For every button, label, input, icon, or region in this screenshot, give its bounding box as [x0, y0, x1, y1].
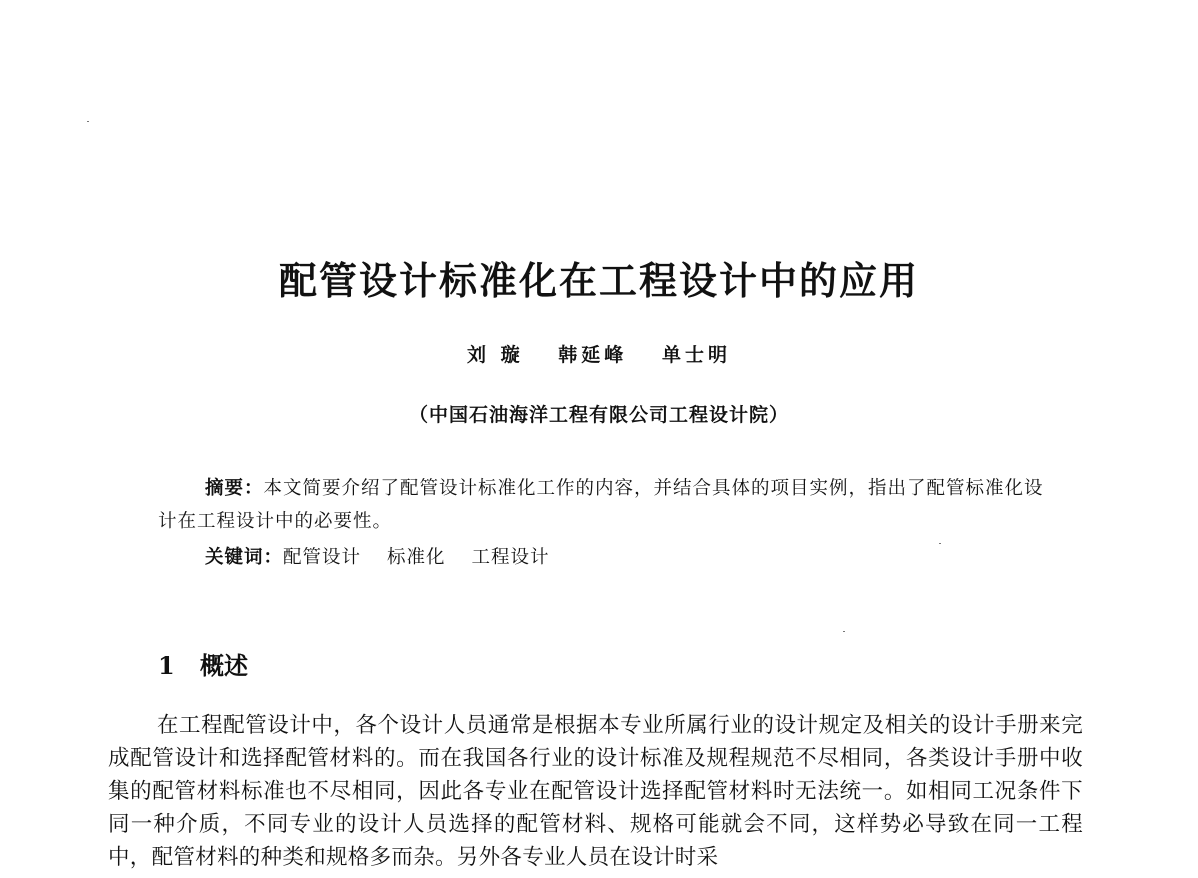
author-name: 韩延峰 — [558, 344, 628, 366]
author-list — [0, 340, 1198, 367]
paper-title: 配管设计标准化在工程设计中的应用 — [278, 259, 919, 303]
abstract-text: 本文简要介绍了配管设计标准化工作的内容，并结合具体的项目实例，指出了配管标准化设计在工程设计中的必要性。 — [158, 478, 1044, 532]
scan-speck — [939, 543, 941, 544]
section-heading — [158, 646, 248, 681]
author-affiliation: （中国石油海洋工程有限公司工程设计院） — [408, 404, 789, 426]
abstract-paragraph — [158, 472, 1063, 538]
keywords-label: 关键词： — [205, 547, 284, 568]
keyword: 标准化 — [387, 547, 446, 568]
section-title: 概述 — [200, 652, 248, 680]
scan-speck — [87, 121, 89, 122]
body-paragraph: 在工程配管设计中，各个设计人员通常是根据本专业所属行业的设计规定及相关的设计手册来完成配管设计和选择配管材料的。而在我国各行业的设计标准及规程规范不尽相同，各类设计手册中收集的配管材料标准也不尽相同，因此各专业在配管设计选择配管材料时无法统一。如相同工况条件下同一种介质，不同专业的设计人员选择的配管材料、规格可能就会不同，这样势必导致在同一工程中，配管材料的种类和规格多而杂。另外各专业人员在设计时采 — [108, 713, 1083, 870]
keywords — [205, 543, 576, 569]
keyword: 配管设计 — [283, 547, 362, 568]
keyword: 工程设计 — [471, 547, 550, 568]
author-name: 单士明 — [661, 344, 731, 366]
abstract-label: 摘要： — [205, 478, 264, 499]
abstract — [158, 472, 1063, 538]
author-name: 刘 璇 — [467, 344, 524, 366]
section-number: 1 — [158, 651, 175, 680]
scan-speck — [843, 631, 845, 632]
